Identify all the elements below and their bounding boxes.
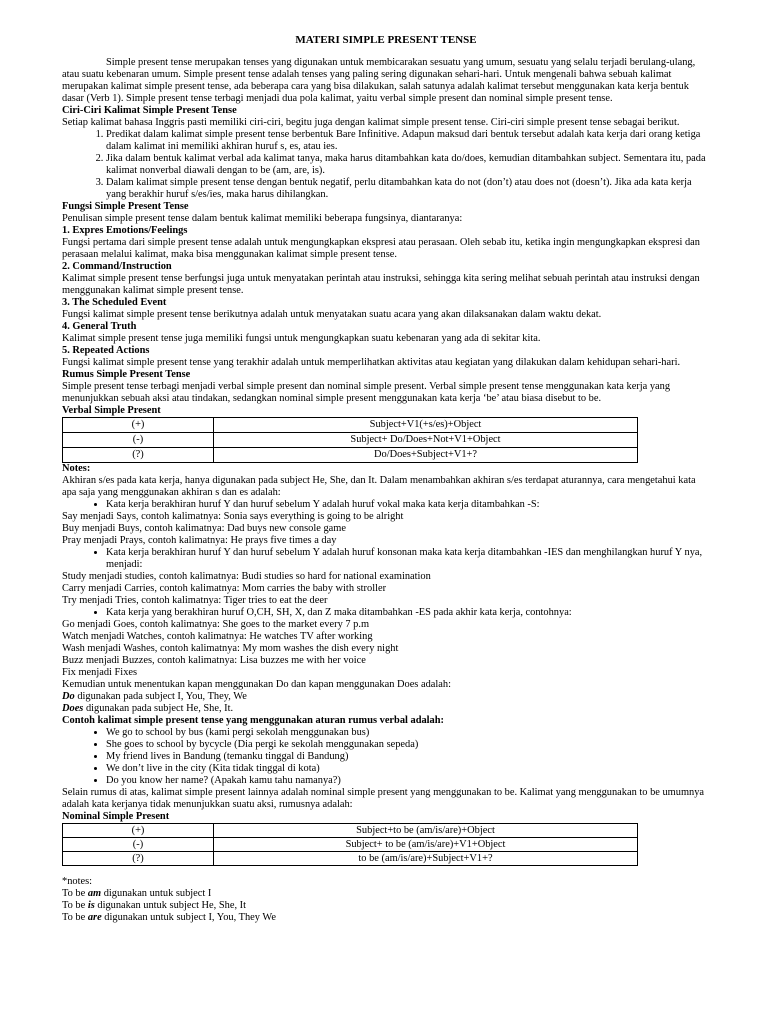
nominal-heading: Nominal Simple Present — [62, 811, 170, 822]
rule-list — [62, 547, 710, 571]
rule-list — [62, 499, 710, 511]
contoh-item: • She goes to school by bycycle (Dia pergi ke sekolah menggunakan sepeda) — [106, 739, 710, 751]
example-line: Watch menjadi Watches, contoh kalimatnya: He watches TV after working — [62, 631, 373, 642]
formula-text: Subject+ to be (am/is/are)+V1+Object — [214, 838, 638, 852]
ciri-item: 1. Predikat dalam kalimat simple present tense berbentuk Bare Infinitive. Adapun maksud dari bentuk tersebut adalah kata kerja dari orang ketiga dalam kalimat ini memiliki akhiran huruf s, es, atau ies. — [106, 129, 710, 153]
example-line: Carry menjadi Carries, contoh kalimatnya: Mom carries the baby with stroller — [62, 583, 387, 594]
formula-symbol: (-) — [63, 433, 214, 448]
formula-symbol: (+) — [63, 418, 214, 433]
fungsi-item-heading: 2. Command/Instruction — [62, 261, 172, 272]
example-line: Fix menjadi Fixes — [62, 667, 138, 678]
table-row — [63, 824, 638, 838]
fungsi-heading: Fungsi Simple Present Tense — [62, 201, 189, 212]
formula-symbol: (?) — [63, 448, 214, 463]
contoh-after: Selain rumus di atas, kalimat simple present lainnya adalah nominal simple present yang menggunakan to be. Kalimat yang menggunakan to be umumnya adalah kata kerjanya tidak menunjukkan suatu aksi, rumusnya adalah: — [62, 787, 705, 810]
ciri-list — [62, 129, 710, 201]
rule-item: • Kata kerja berakhiran huruf Y dan huruf sebelum Y adalah huruf vokal maka kata kerja ditambahkan -S: — [106, 499, 710, 511]
fungsi-item-text: Fungsi kalimat simple present tense berikutnya adalah untuk menyatakan suatu acara yang akan dilaksanakan dalam waktu dekat. — [62, 309, 602, 320]
rule-item: • Kata kerja yang berakhiran huruf O,CH, SH, X, dan Z maka ditambahkan -ES pada akhir kata kerja, contohnya: — [106, 607, 710, 619]
fungsi-item-text: Fungsi pertama dari simple present tense adalah untuk mengungkapkan ekspresi atau perasaan. Oleh sebab itu, ketika ingin mengungkapkan ekspresi dan perasaan melalui kalimat, maka bisa menggunakan kalimat simple present tense. — [62, 237, 700, 260]
formula-text: Subject+V1(+s/es)+Object — [214, 418, 638, 433]
ciri-text: Setiap kalimat bahasa Inggris pasti memiliki ciri-ciri, begitu juga dengan kalimat simple present tense. Ciri-ciri simple present tense sebagai berikut. — [62, 117, 680, 128]
formula-text: Subject+to be (am/is/are)+Object — [214, 824, 638, 838]
formula-symbol: (-) — [63, 838, 214, 852]
is-usage: To be is digunakan untuk subject He, She, It — [62, 900, 246, 911]
does-usage: Does digunakan pada subject He, She, It. — [62, 703, 234, 714]
spacer — [62, 866, 710, 876]
rumus-text: Simple present tense terbagi menjadi verbal simple present dan nominal simple present. Verbal simple present tense menggunakan kata kerja yang menunjukkan sebuah aksi atau tindakan, sedangkan nominal simple present menggunakan kata kerja ‘be’ atau biasa disebut to be. — [62, 381, 671, 404]
ciri-heading: Ciri-Ciri Kalimat Simple Present Tense — [62, 105, 237, 116]
verbal-heading: Verbal Simple Present — [62, 405, 161, 416]
rumus-heading: Rumus Simple Present Tense — [62, 369, 191, 380]
document-title: MATERI SIMPLE PRESENT TENSE — [295, 34, 477, 46]
fungsi-item-heading: 3. The Scheduled Event — [62, 297, 167, 308]
nominal-formula-table — [62, 823, 638, 866]
contoh-list — [62, 727, 710, 787]
fungsi-item-text: Fungsi kalimat simple present tense yang terakhir adalah untuk memperlihatkan aktivitas atau kegiatan yang dilakukan dalam kehidupan sehari-hari. — [62, 357, 681, 368]
ciri-item: 3. Dalam kalimat simple present tense dengan bentuk negatif, perlu ditambahkan kata do not (don’t) atau does not (doesn’t). Jika ada kata kerja yang berakhir huruf s/es/ies, maka harus dihilangkan. — [106, 177, 710, 201]
notes-intro: Akhiran s/es pada kata kerja, hanya digunakan pada subject He, She, dan It. Dalam menambahkan akhiran s/es terdapat aturannya, cara mengetahui kata apa saja yang menggunakan akhiran s dan es adalah: — [62, 475, 696, 498]
contoh-item: • Do you know her name? (Apakah kamu tahu namanya?) — [106, 775, 710, 787]
contoh-item: • We go to school by bus (kami pergi sekolah menggunakan bus) — [106, 727, 710, 739]
fungsi-item-heading: 4. General Truth — [62, 321, 137, 332]
example-line: Study menjadi studies, contoh kalimatnya: Budi studies so hard for national examination — [62, 571, 431, 582]
do-does-intro: Kemudian untuk menentukan kapan menggunakan Do dan kapan menggunakan Does adalah: — [62, 679, 451, 690]
contoh-item: • We don’t live in the city (Kita tidak tinggal di kota) — [106, 763, 710, 775]
formula-text: Do/Does+Subject+V1+? — [214, 448, 638, 463]
table-row — [63, 852, 638, 866]
formula-symbol: (?) — [63, 852, 214, 866]
contoh-heading: Contoh kalimat simple present tense yang menggunakan aturan rumus verbal adalah: — [62, 715, 444, 726]
formula-text: Subject+ Do/Does+Not+V1+Object — [214, 433, 638, 448]
example-line: Buzz menjadi Buzzes, contoh kalimatnya: Lisa buzzes me with her voice — [62, 655, 366, 666]
example-line: Wash menjadi Washes, contoh kalimatnya: My mom washes the dish every night — [62, 643, 399, 654]
contoh-item: • My friend lives in Bandung (temanku tinggal di Bandung) — [106, 751, 710, 763]
am-usage: To be am digunakan untuk subject I — [62, 888, 212, 899]
document-page — [62, 34, 710, 924]
example-line: Try menjadi Tries, contoh kalimatnya: Tiger tries to eat the deer — [62, 595, 328, 606]
fungsi-item-text: Kalimat simple present tense berfungsi juga untuk menyatakan perintah atau instruksi, sehingga kita sering melihat sebuah perintah atau instruksi dengan menggunakan kalimat simple present tense. — [62, 273, 700, 296]
formula-symbol: (+) — [63, 824, 214, 838]
intro-paragraph: Simple present tense merupakan tenses yang digunakan untuk membicarakan sesuatu yang umum, sesuatu yang selalu terjadi berulang-ulang, atau suatu kebenaran umum. Simple present tense adalah tenses yang paling sering digunakan sehari-hari. Untuk mengenali bahwa sebuah kalimat merupakan kalimat simple present tense, ada beberapa cara yang bisa dilakukan, salah satunya adalah kalimat tersebut menggunakan kata kerja bentuk dasar (Verb 1). Simple present tense terbagi menjadi dua pola kalimat, yaitu verbal simple present dan nominal simple present tense. — [62, 57, 696, 104]
rule-item: • Kata kerja berakhiran huruf Y dan huruf sebelum Y adalah huruf konsonan maka kata kerja ditambahkan -IES dan menghilangkan huruf Y nya, menjadi: — [106, 547, 710, 571]
ciri-item: 2. Jika dalam bentuk kalimat verbal ada kalimat tanya, maka harus ditambahkan kata do/does, kemudian ditambahkan subject. Sementara itu, pada kalimat nonverbal diawali dengan to be (am, are, is). — [106, 153, 710, 177]
table-row — [63, 433, 638, 448]
notes-heading: Notes: — [62, 463, 91, 474]
formula-text: to be (am/is/are)+Subject+V1+? — [214, 852, 638, 866]
fungsi-item-heading: 5. Repeated Actions — [62, 345, 150, 356]
footnotes-heading: *notes: — [62, 876, 93, 887]
example-line: Go menjadi Goes, contoh kalimatnya: She goes to the market every 7 p.m — [62, 619, 370, 630]
table-row — [63, 448, 638, 463]
are-usage: To be are digunakan untuk subject I, You, They We — [62, 912, 276, 923]
fungsi-item-heading: 1. Expres Emotions/Feelings — [62, 225, 188, 236]
fungsi-text: Penulisan simple present tense dalam bentuk kalimat memiliki beberapa fungsinya, diantaranya: — [62, 213, 463, 224]
example-line: Pray menjadi Prays, contoh kalimatnya: He prays five times a day — [62, 535, 337, 546]
rule-list — [62, 607, 710, 619]
table-row — [63, 418, 638, 433]
example-line: Buy menjadi Buys, contoh kalimatnya: Dad buys new console game — [62, 523, 346, 534]
fungsi-item-text: Kalimat simple present tense juga memiliki fungsi untuk mengungkapkan suatu kebenaran yang ada di sekitar kita. — [62, 333, 541, 344]
verbal-formula-table — [62, 417, 638, 463]
do-usage: Do digunakan pada subject I, You, They, We — [62, 691, 247, 702]
table-row — [63, 838, 638, 852]
example-line: Say menjadi Says, contoh kalimatnya: Sonia says everything is going to be alright — [62, 511, 404, 522]
